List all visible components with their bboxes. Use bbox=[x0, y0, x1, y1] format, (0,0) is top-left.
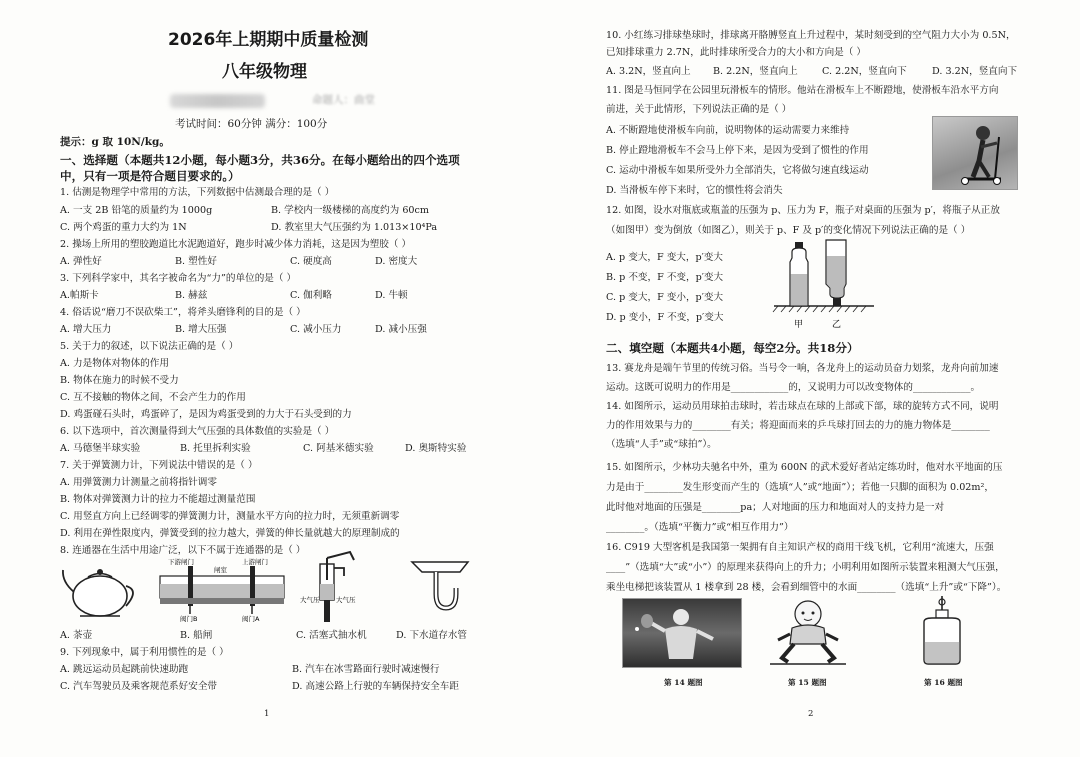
exam-subtitle: 八年级物理 bbox=[222, 62, 307, 82]
q6-option-d: D. 奥斯特实验 bbox=[405, 443, 467, 454]
question-6: 6. 以下选项中，首次测量得到大气压强的具体数值的实验是（ ） bbox=[60, 426, 335, 437]
label-lock-chamber: 闸室 bbox=[214, 566, 227, 574]
question-10-line2: 已知排球重力 2.7N，此时排球所受合力的大小和方向是（ ） bbox=[606, 47, 867, 58]
q11-option-b: B. 停止蹬地滑板车不会马上停下来，是因为受到了惯性的作用 bbox=[606, 145, 869, 156]
q9-option-b: B. 汽车在冰雪路面行驶时减速慢行 bbox=[292, 664, 440, 675]
q5-option-a: A. 力是物体对物体的作用 bbox=[60, 358, 169, 369]
redacted-info-left bbox=[170, 94, 265, 108]
section1-heading-line2: 中，只有一项是符合题目要求的。） bbox=[60, 169, 240, 183]
q1-option-c: C. 两个鸡蛋的重力大约为 1N bbox=[60, 222, 187, 233]
question-16-line2: ____”（选填“大”或“小”）的原理来获得向上的升力；小明利用如图所示装置来粗测大气压强， bbox=[606, 562, 1005, 573]
q7-option-a: A. 用弹簧测力计测量之前将指针调零 bbox=[60, 477, 217, 488]
q4-option-b: B. 增大压强 bbox=[175, 324, 227, 335]
label-atmospheric-pressure-2: 大气压 bbox=[336, 596, 356, 604]
q3-option-a: A.帕斯卡 bbox=[60, 290, 99, 301]
q1-option-d: D. 教室里大气压强约为 1.013×10⁴Pa bbox=[271, 222, 438, 233]
q12-option-a: A. p 变大，F 变大，p′变大 bbox=[606, 252, 723, 263]
page-number-2: 2 bbox=[808, 709, 814, 719]
question-15-line1: 15. 如图所示，少林功夫驰名中外，重为 600N 的武术爱好者站定练功时，他对水平地面的压 bbox=[606, 462, 1003, 473]
q10-option-a: A. 3.2N，竖直向上 bbox=[606, 66, 691, 77]
question-13-line2: 运动。这既可说明力的作用是____________的，又说明力可以改变物体的____________。 bbox=[606, 382, 981, 393]
q4-option-a: A. 增大压力 bbox=[60, 324, 112, 335]
label-downstream-gate: 下游闸门 bbox=[168, 558, 194, 566]
q4-option-c: C. 减小压力 bbox=[290, 324, 342, 335]
q10-option-b: B. 2.2N，竖直向上 bbox=[713, 66, 798, 77]
q2-option-d: D. 密度大 bbox=[375, 256, 418, 267]
question-10-line1: 10. 小红练习排球垫球时，排球离开胳膊竖直上升过程中，某时刻受到的空气阻力大小为 0.5N， bbox=[606, 30, 1016, 41]
redacted-author: 命题人：曲堂 bbox=[312, 94, 375, 106]
q7-option-b: B. 物体对弹簧测力计的拉力不能超过测量范围 bbox=[60, 494, 256, 505]
question-2: 2. 操场上所用的塑胶跑道比水泥跑道好，跑步时减少体力消耗，这是因为塑胶（ ） bbox=[60, 239, 412, 250]
q12-option-b: B. p 不变，F 不变，p′变大 bbox=[606, 272, 724, 283]
q7-option-d: D. 利用在弹性限度内，弹簧受到的拉力越大，弹簧的伸长量就越大的原理制成的 bbox=[60, 528, 400, 539]
q8-option-d: D. 下水道存水管 bbox=[396, 630, 468, 641]
question-1: 1. 估测是物理学中常用的方法，下列数据中估测最合理的是（ ） bbox=[60, 187, 335, 198]
question-9: 9. 下列现象中，属于利用惯性的是（ ） bbox=[60, 647, 229, 658]
hint: 提示：g 取 10N/kg。 bbox=[60, 136, 170, 148]
q9-option-a: A. 跳远运动员起跳前快速助跑 bbox=[60, 664, 189, 675]
q2-option-b: B. 塑性好 bbox=[175, 256, 217, 267]
label-valve-a: 阀门A bbox=[242, 615, 260, 623]
question-15-line3: 此时他对地面的压强是________pa；人对地面的压力和地面对人的支持力是一对 bbox=[606, 502, 945, 513]
q2-option-c: C. 硬度高 bbox=[290, 256, 332, 267]
q1-option-b: B. 学校内一级楼梯的高度约为 60cm bbox=[271, 205, 430, 216]
q11-option-d: D. 当滑板车停下来时，它的惯性将会消失 bbox=[606, 185, 783, 196]
question-11-line1: 11. 图是马恒同学在公园里玩滑板车的情形。他站在滑板车上不断蹬地，使滑板车沿水平方向 bbox=[606, 85, 999, 96]
question-14-line1: 14. 如图所示，运动员用球拍击球时，若击球点在球的上部或下部，球的旋转方式不同，说明 bbox=[606, 401, 999, 412]
section1-heading-line1: 一、选择题（本题共12小题，每小题3分，共36分。在每小题给出的四个选项 bbox=[60, 153, 460, 167]
question-14-line3: （选填“人手”或“球拍”）。 bbox=[606, 439, 717, 450]
q6-option-a: A. 马德堡半球实验 bbox=[60, 443, 141, 454]
q3-option-c: C. 伽利略 bbox=[290, 290, 332, 301]
q6-option-c: C. 阿基米德实验 bbox=[303, 443, 374, 454]
label-valve-b: 阀门B bbox=[180, 615, 198, 623]
table-tennis-photo bbox=[622, 598, 742, 668]
ship-lock-figure bbox=[158, 558, 286, 622]
question-12-line2: （如图甲）变为倒放（如图乙），则关于 p、F 及 p′的变化情况下列说法正确的是（ ） bbox=[606, 225, 971, 236]
question-11-line2: 前进，关于此情形，下列说法正确的是（ ） bbox=[606, 104, 792, 115]
q8-option-a: A. 茶壶 bbox=[60, 630, 93, 641]
q12-option-d: D. p 变小，F 不变，p′变大 bbox=[606, 312, 724, 323]
q12-option-c: C. p 变大，F 变小，p′变大 bbox=[606, 292, 724, 303]
question-13-line1: 13. 赛龙舟是端午节里的传统习俗。当号令一响，各龙舟上的运动员奋力划浆，龙舟向前加速 bbox=[606, 363, 999, 374]
q7-option-c: C. 用竖直方向上已经调零的弹簧测力计，测量水平方向的拉力时，无须重新调零 bbox=[60, 511, 400, 522]
q11-option-c: C. 运动中滑板车如果所受外力全部消失，它将做匀速直线运动 bbox=[606, 165, 869, 176]
question-12-line1: 12. 如图，设水对瓶底或瓶盖的压强为 p、压力为 F，瓶子对桌面的压强为 p′，将瓶子从正放 bbox=[606, 205, 1000, 216]
section2-heading: 二、填空题（本题共4小题，每空2分。共18分） bbox=[606, 341, 859, 355]
teapot-figure bbox=[60, 560, 142, 622]
question-15-line2: 力是由于________发生形变而产生的（选填“人”或“地面”）；若他一只脚的面积为 0.02m²， bbox=[606, 482, 994, 493]
label-yi: 乙 bbox=[832, 320, 842, 330]
page-number-1: 1 bbox=[264, 709, 270, 719]
q2-option-a: A. 弹性好 bbox=[60, 256, 102, 267]
caption-fig14: 第 14 题图 bbox=[664, 678, 703, 687]
q9-option-c: C. 汽车驾驶员及乘客规范系好安全带 bbox=[60, 681, 218, 692]
exam-info: 考试时间：60分钟 满分：100分 bbox=[175, 118, 328, 130]
q9-option-d: D. 高速公路上行驶的车辆保持安全车距 bbox=[292, 681, 459, 692]
barometer-bottle-figure bbox=[910, 596, 974, 668]
kungfu-figure bbox=[764, 598, 852, 668]
question-3: 3. 下列科学家中，其名字被命名为“力”的单位的是（ ） bbox=[60, 273, 297, 284]
scooter-photo bbox=[932, 116, 1018, 190]
q3-option-b: B. 赫兹 bbox=[175, 290, 208, 301]
q1-option-a: A. 一支 2B 铅笔的质量约为 1000g bbox=[60, 205, 213, 216]
question-16-line1: 16. C919 大型客机是我国第一架拥有自主知识产权的商用干线飞机，它利用“流速大，压强 bbox=[606, 542, 994, 553]
question-4: 4. 俗话说“磨刀不误砍柴工”，将斧头磨锋利的目的是（ ） bbox=[60, 307, 306, 318]
caption-fig15: 第 15 题图 bbox=[788, 678, 827, 687]
q8-option-b: B. 船闸 bbox=[180, 630, 213, 641]
question-14-line2: 力的作用效果与力的________有关；将迎面而来的乒乓球打回去的力的施力物体是________ bbox=[606, 420, 990, 431]
drain-trap-figure bbox=[410, 558, 472, 620]
q8-option-c: C. 活塞式抽水机 bbox=[296, 630, 367, 641]
q3-option-d: D. 牛顿 bbox=[375, 290, 408, 301]
q10-option-c: C. 2.2N，竖直向下 bbox=[822, 66, 907, 77]
piston-pump-figure bbox=[300, 556, 360, 624]
q4-option-d: D. 减小压强 bbox=[375, 324, 427, 335]
q5-option-d: D. 鸡蛋碰石头时，鸡蛋碎了，是因为鸡蛋受到的力大于石头受到的力 bbox=[60, 409, 352, 420]
question-5: 5. 关于力的叙述，以下说法正确的是（ ） bbox=[60, 341, 239, 352]
label-jia: 甲 bbox=[794, 320, 804, 330]
page-right bbox=[540, 0, 1080, 757]
q6-option-b: B. 托里拆利实验 bbox=[180, 443, 251, 454]
caption-fig16: 第 16 题图 bbox=[924, 678, 963, 687]
question-7: 7. 关于弹簧测力计，下列说法中错误的是（ ） bbox=[60, 460, 258, 471]
q5-option-c: C. 互不接触的物体之间，不会产生力的作用 bbox=[60, 392, 246, 403]
label-upstream-gate: 上游闸门 bbox=[242, 558, 268, 566]
label-atmospheric-pressure-1: 大气压 bbox=[300, 596, 320, 604]
question-15-line4: ________。（选填“平衡力”或“相互作用力”） bbox=[606, 522, 794, 533]
q10-option-d: D. 3.2N，竖直向下 bbox=[932, 66, 1018, 77]
exam-title: 2026年上期期中质量检测 bbox=[168, 30, 369, 50]
bottles-figure bbox=[768, 238, 878, 332]
q5-option-b: B. 物体在施力的时候不受力 bbox=[60, 375, 179, 386]
question-8: 8. 连通器在生活中用途广泛，以下不属于连通器的是（ ） bbox=[60, 545, 306, 556]
q11-option-a: A. 不断蹬地使滑板车向前，说明物体的运动需要力来维持 bbox=[606, 125, 850, 136]
question-16-line3: 乘坐电梯把该装置从 1 楼拿到 28 楼，会看到细管中的水面________（选填“上升”或“下降”）。 bbox=[606, 582, 1007, 593]
